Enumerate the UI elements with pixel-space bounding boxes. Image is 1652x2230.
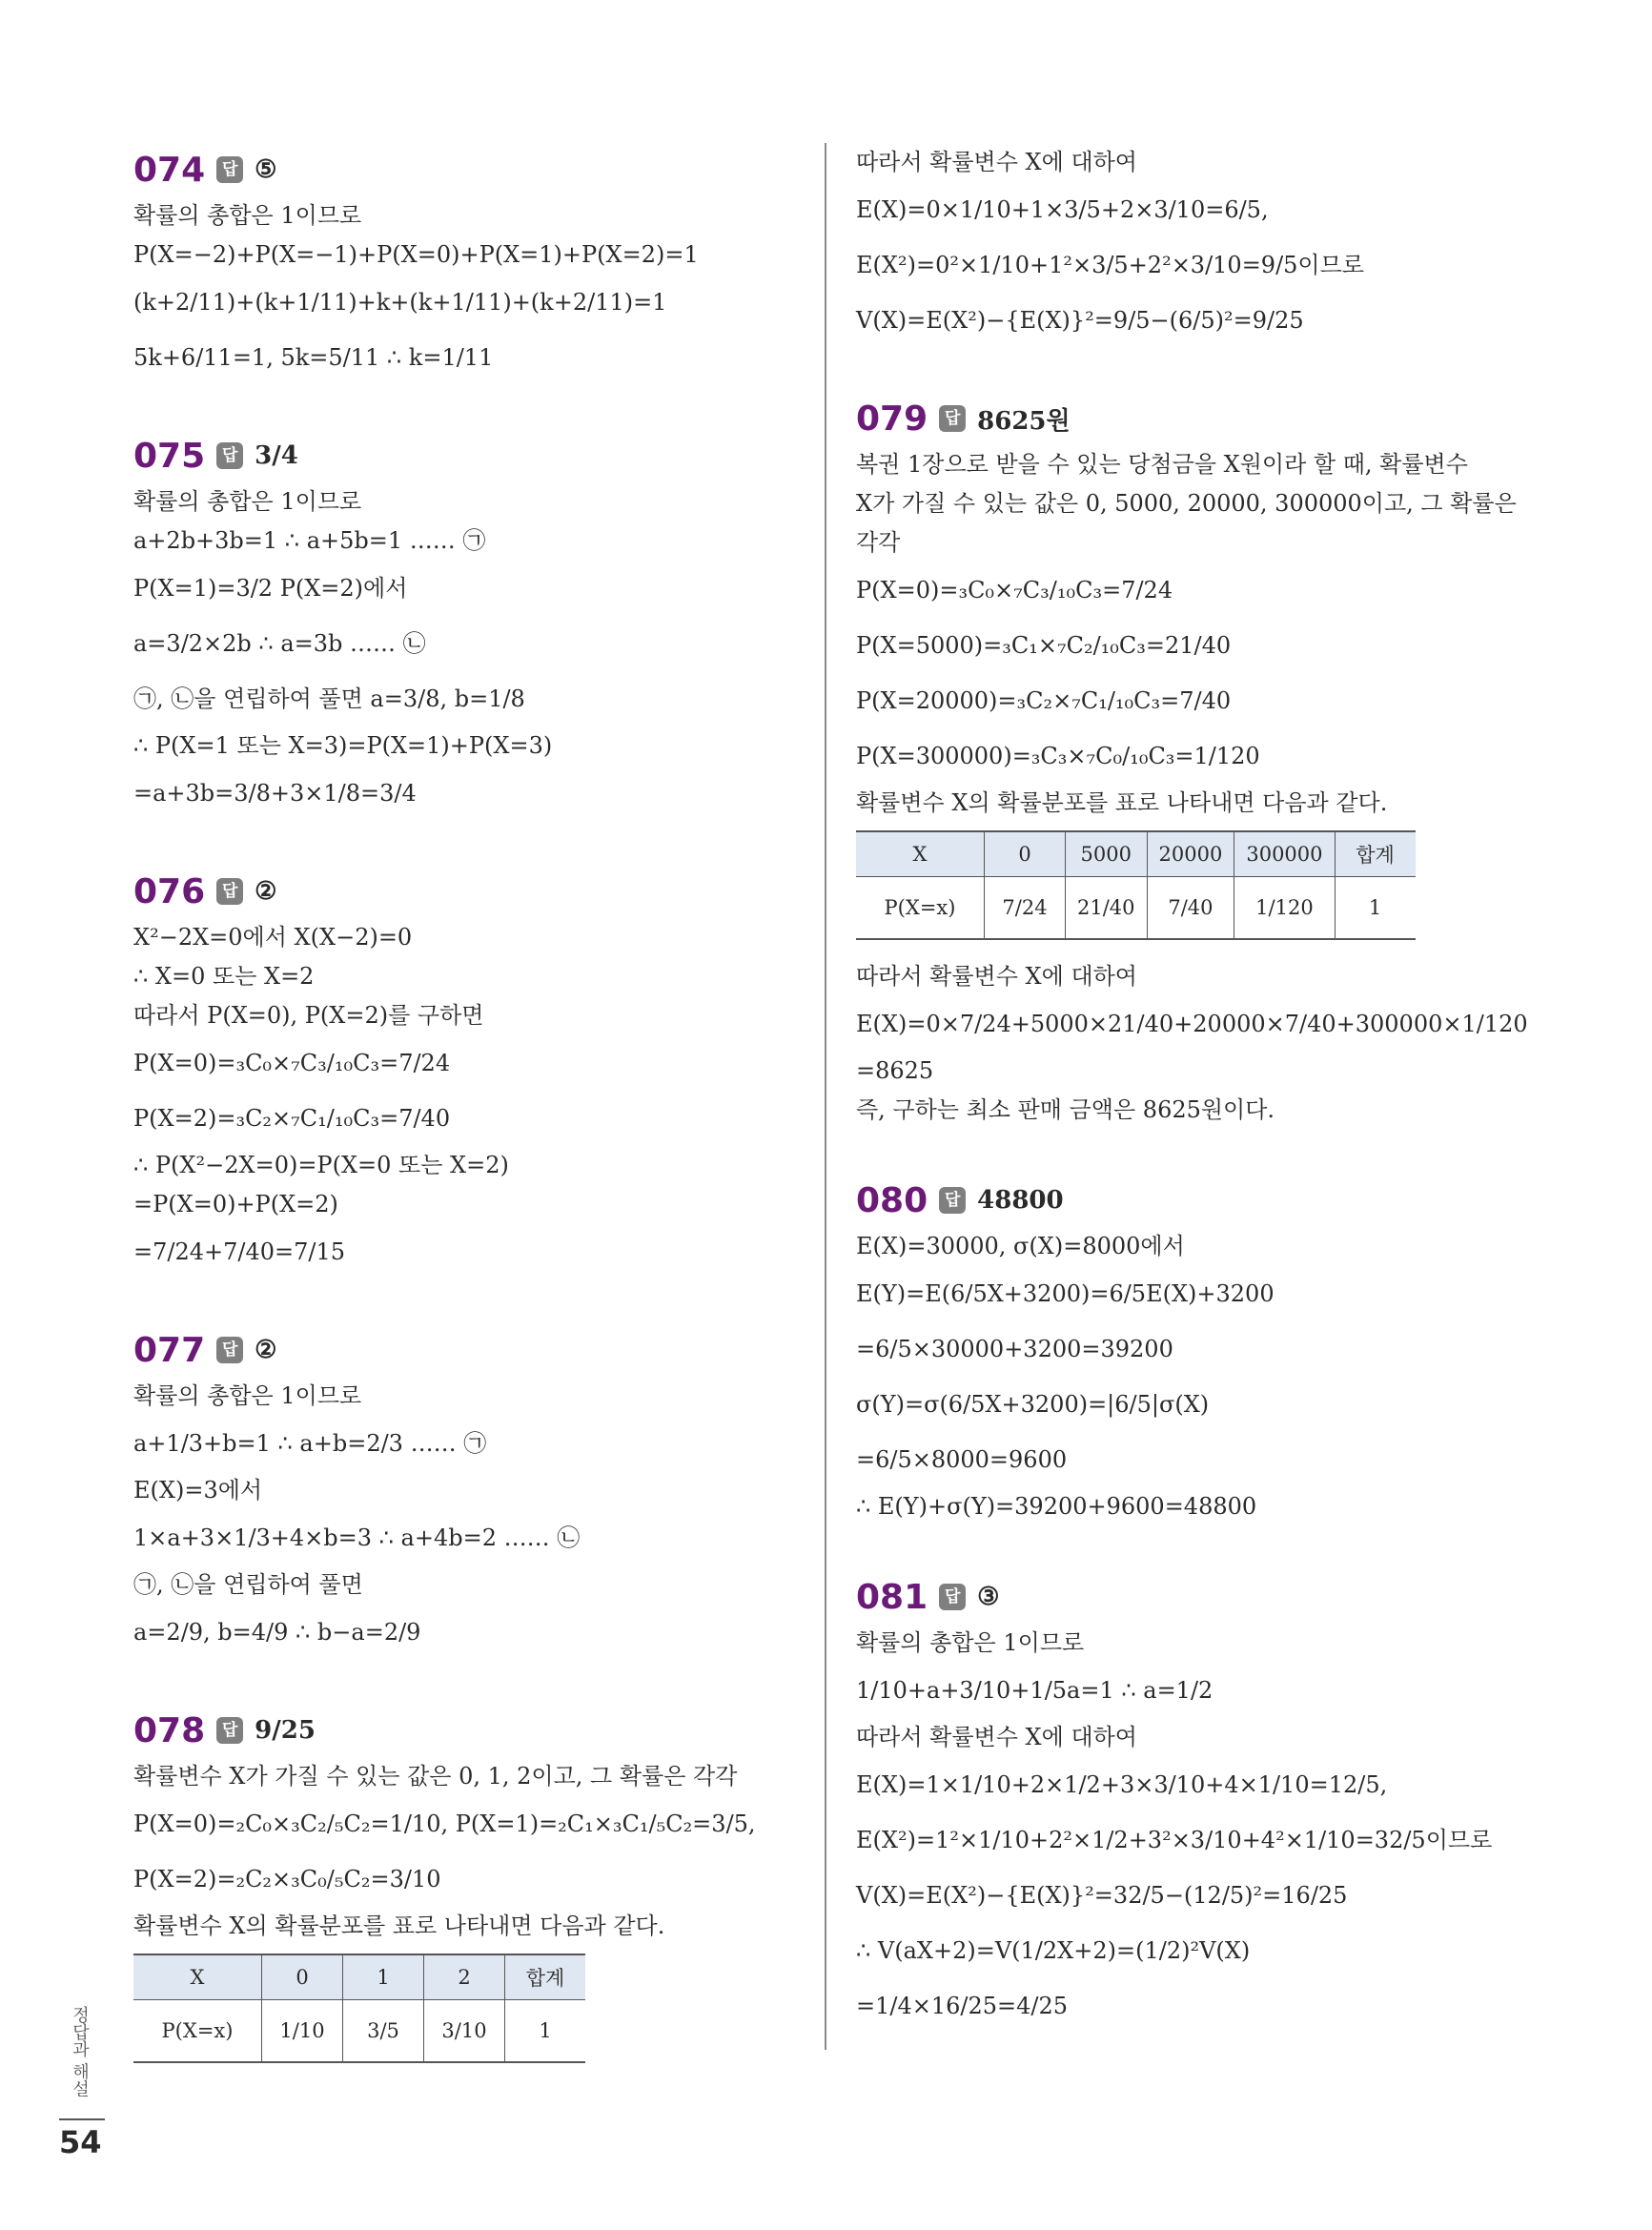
solution-line: =a+3b=3/8+3×1/8=3/4 [133, 780, 417, 807]
problem-number: 081 [856, 1577, 928, 1617]
table-cell: P(X=x) [133, 2000, 262, 2063]
answer-badge: 답 [216, 1337, 243, 1363]
problem-number: 074 [133, 150, 206, 190]
solution-line: =6/5×8000=9600 [856, 1446, 1068, 1473]
solution-line: 따라서 확률변수 X에 대하여 [856, 963, 1137, 990]
solution-line: P(X=2)=₃C₂×₇C₁/₁₀C₃=7/40 [133, 1105, 451, 1132]
problem-header [856, 392, 1542, 445]
distribution-table [133, 1954, 585, 2063]
solution-line: a+1/3+b=1 ∴ a+b=2/3 …… ㉠ [133, 1430, 487, 1457]
table-header-cell: 300000 [1234, 831, 1335, 877]
table-header-cell: 0 [262, 1954, 343, 2000]
solution-line: P(X=2)=₂C₂×₃C₀/₅C₂=3/10 [133, 1866, 441, 1892]
solution-line: 1/10+a+3/10+1/5a=1 ∴ a=1/2 [856, 1677, 1214, 1704]
solution-line: a=3/2×2b ∴ a=3b …… ㉡ [133, 630, 426, 657]
page-rule [59, 2118, 105, 2120]
solution-line: ∴ P(X²−2X=0)=P(X=0 또는 X=2) [133, 1152, 509, 1178]
table-header-cell: 0 [985, 831, 1066, 877]
problem-block [133, 865, 820, 1279]
table-cell: P(X=x) [856, 877, 985, 940]
solution-line: V(X)=E(X²)−{E(X)}²=9/5−(6/5)²=9/25 [856, 307, 1304, 334]
page-number: 54 [59, 2124, 102, 2160]
solution-line: P(X=5000)=₃C₁×₇C₂/₁₀C₃=21/40 [856, 632, 1232, 659]
solution-line: ∴ P(X=1 또는 X=3)=P(X=1)+P(X=3) [133, 732, 553, 759]
solution-line: 따라서 확률변수 X에 대하여 [856, 1724, 1137, 1750]
problem-header [856, 1570, 1542, 1624]
solution-line: P(X=−2)+P(X=−1)+P(X=0)+P(X=1)+P(X=2)=1 [133, 241, 699, 268]
answer-badge: 답 [939, 405, 966, 432]
solution-line: P(X=20000)=₃C₂×₇C₁/₁₀C₃=7/40 [856, 687, 1232, 714]
solution-line: P(X=0)=₂C₀×₃C₂/₅C₂=1/10, P(X=1)=₂C₁×₃C₁/₅C₂=3/5, [133, 1811, 756, 1837]
problem-block [856, 1174, 1542, 1526]
problem-number: 080 [856, 1180, 928, 1220]
table-cell: 21/40 [1066, 877, 1148, 940]
answer-badge: 답 [216, 156, 243, 183]
answer-value: ② [255, 1336, 277, 1364]
solution-line: =P(X=0)+P(X=2) [133, 1191, 338, 1217]
solution-line: ㉠, ㉡을 연립하여 풀면 [133, 1571, 363, 1598]
solution-line: 1×a+3×1/3+4×b=3 ∴ a+4b=2 …… ㉡ [133, 1524, 581, 1551]
problem-header [133, 143, 820, 196]
problem-number: 078 [133, 1710, 206, 1750]
solution-line: 확률의 총합은 1이므로 [856, 1629, 1085, 1656]
solution-line: 확률의 총합은 1이므로 [133, 202, 362, 229]
answer-value: ② [255, 877, 277, 906]
distribution-table [856, 830, 1416, 940]
left-column [133, 143, 820, 2107]
solution-line: 복권 1장으로 받을 수 있는 당첨금을 X원이라 할 때, 확률변수 [856, 451, 1468, 478]
problem-block [856, 392, 1542, 1130]
problem-header [133, 429, 820, 482]
answer-badge: 답 [216, 442, 243, 469]
solution-line: 따라서 P(X=0), P(X=2)를 구하면 [133, 1002, 484, 1029]
answer-value: 3/4 [255, 441, 298, 470]
problem-block [133, 429, 820, 821]
answer-value: 8625원 [977, 406, 1071, 436]
solution-line: (k+2/11)+(k+1/11)+k+(k+1/11)+(k+2/11)=1 [133, 289, 667, 316]
solution-line: a=2/9, b=4/9 ∴ b−a=2/9 [133, 1619, 421, 1646]
solution-line: E(X)=0×7/24+5000×21/40+20000×7/40+300000×1/120 [856, 1011, 1528, 1037]
table-header-cell: 1 [343, 1954, 424, 2000]
solution-line: 즉, 구하는 최소 판매 금액은 8625원이다. [856, 1096, 1275, 1123]
problem-block [856, 1570, 1542, 2034]
problem-number: 077 [133, 1330, 206, 1370]
answer-badge: 답 [939, 1584, 966, 1610]
solution-line: 확률변수 X의 확률분포를 표로 나타내면 다음과 같다. [856, 789, 1388, 816]
solution-line: =7/24+7/40=7/15 [133, 1238, 346, 1265]
answer-badge: 답 [216, 878, 243, 905]
solution-line: σ(Y)=σ(6/5X+3200)=|6/5|σ(X) [856, 1391, 1210, 1418]
solution-line: P(X=0)=₃C₀×₇C₃/₁₀C₃=7/24 [133, 1050, 451, 1076]
problem-block [133, 143, 820, 385]
problem-header [133, 865, 820, 918]
solution-line: X²−2X=0에서 X(X−2)=0 [133, 924, 413, 951]
solution-line: E(X²)=0²×1/10+1²×3/5+2²×3/10=9/5이므로 [856, 252, 1364, 278]
solution-line: V(X)=E(X²)−{E(X)}²=32/5−(12/5)²=16/25 [856, 1882, 1348, 1909]
table-cell: 3/5 [343, 2000, 424, 2063]
solution-line: 확률의 총합은 1이므로 [133, 488, 362, 515]
solution-line: 따라서 확률변수 X에 대하여 [856, 149, 1137, 175]
answer-value: 48800 [977, 1186, 1064, 1215]
solution-line: ∴ X=0 또는 X=2 [133, 963, 315, 990]
solution-line: =1/4×16/25=4/25 [856, 1993, 1069, 2019]
solution-line: E(X)=1×1/10+2×1/2+3×3/10+4×1/10=12/5, [856, 1771, 1388, 1798]
problem-block [133, 1704, 820, 2063]
solution-line: 확률의 총합은 1이므로 [133, 1382, 362, 1409]
solution-line: P(X=1)=3/2 P(X=2)에서 [133, 575, 408, 602]
table-cell: 7/40 [1147, 877, 1234, 940]
table-cell: 1/10 [262, 2000, 343, 2063]
problem-block [133, 1323, 820, 1660]
problem-header [133, 1323, 820, 1377]
solution-line: E(X)=3에서 [133, 1477, 263, 1504]
table-header-cell: 5000 [1066, 831, 1148, 877]
solution-line: 확률변수 X의 확률분포를 표로 나타내면 다음과 같다. [133, 1913, 665, 1939]
table-cell: 1/120 [1234, 877, 1335, 940]
table-header-cell: 합계 [505, 1954, 586, 2000]
solution-line: 5k+6/11=1, 5k=5/11 ∴ k=1/11 [133, 344, 494, 371]
solution-line: E(X²)=1²×1/10+2²×1/2+3²×3/10+4²×1/10=32/5이므로 [856, 1827, 1493, 1853]
solution-line: ∴ E(Y)+σ(Y)=39200+9600=48800 [856, 1493, 1257, 1520]
table-cell: 1 [1335, 877, 1416, 940]
solution-line: E(X)=30000, σ(X)=8000에서 [856, 1233, 1185, 1259]
answer-value: 9/25 [255, 1716, 316, 1745]
table-cell: 7/24 [985, 877, 1066, 940]
table-header-cell: X [856, 831, 985, 877]
solution-line: P(X=300000)=₃C₃×₇C₀/₁₀C₃=1/120 [856, 743, 1260, 769]
table-cell: 1 [505, 2000, 586, 2063]
problem-number: 079 [856, 399, 928, 439]
solution-line: =6/5×30000+3200=39200 [856, 1336, 1173, 1362]
problem-header [856, 1174, 1542, 1227]
side-label: 정답과 해설 [70, 2006, 90, 2097]
problem-number: 075 [133, 436, 206, 476]
table-cell: 3/10 [424, 2000, 505, 2063]
answer-badge: 답 [939, 1187, 966, 1214]
right-column [856, 143, 1542, 2077]
solution-line: P(X=0)=₃C₀×₇C₃/₁₀C₃=7/24 [856, 577, 1173, 604]
table-header-cell: 20000 [1147, 831, 1234, 877]
solution-line: ∴ V(aX+2)=V(1/2X+2)=(1/2)²V(X) [856, 1937, 1251, 1964]
answer-value: ⑤ [255, 155, 277, 184]
problem-number: 076 [133, 871, 206, 911]
column-divider [825, 143, 826, 2050]
table-header-cell: X [133, 1954, 262, 2000]
problem-block [856, 143, 1542, 348]
solution-line: a+2b+3b=1 ∴ a+5b=1 …… ㉠ [133, 527, 486, 554]
table-header-cell: 합계 [1335, 831, 1416, 877]
solution-line: ㉠, ㉡을 연립하여 풀면 a=3/8, b=1/8 [133, 685, 525, 712]
solution-line: X가 가질 수 있는 값은 0, 5000, 20000, 300000이고, 그 확률은 [856, 490, 1517, 517]
solution-line: E(Y)=E(6/5X+3200)=6/5E(X)+3200 [856, 1280, 1275, 1307]
table-header-cell: 2 [424, 1954, 505, 2000]
solution-line: =8625 [856, 1057, 934, 1084]
solution-line: 각각 [856, 529, 901, 556]
solution-line: 확률변수 X가 가질 수 있는 값은 0, 1, 2이고, 그 확률은 각각 [133, 1763, 738, 1790]
problem-header [133, 1704, 820, 1757]
answer-badge: 답 [216, 1717, 243, 1744]
answer-value: ③ [977, 1583, 1000, 1611]
solution-line: E(X)=0×1/10+1×3/5+2×3/10=6/5, [856, 196, 1269, 223]
